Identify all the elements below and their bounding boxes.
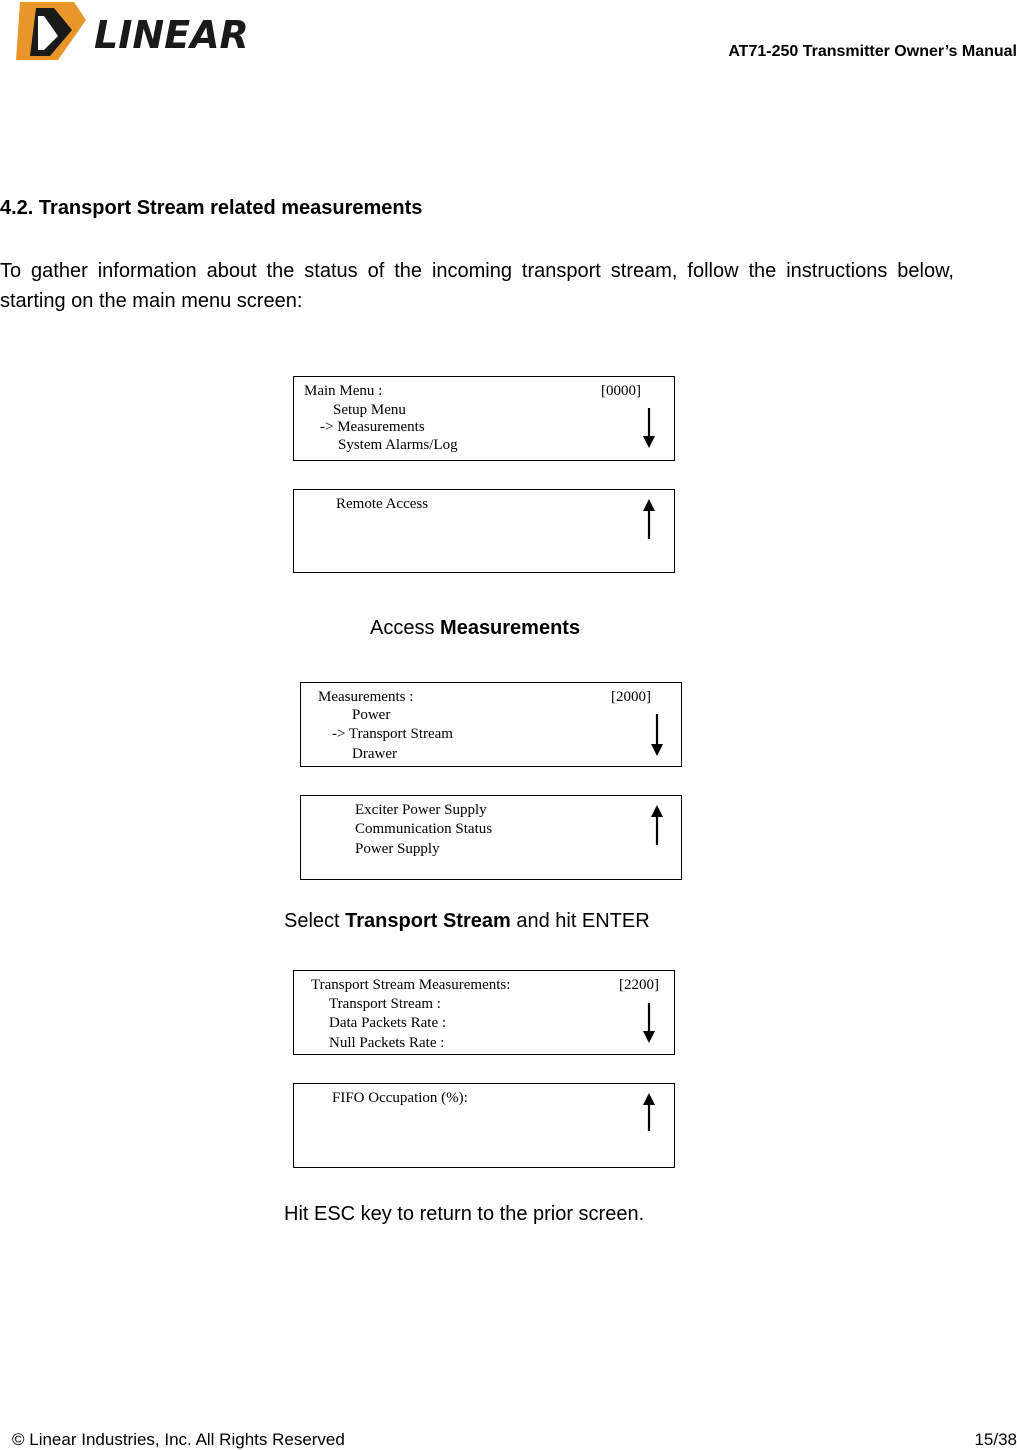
linear-logo [14, 0, 249, 62]
arrow-down-icon [642, 1002, 656, 1044]
caption-access-measurements [370, 617, 580, 640]
menu-item-measurements: -> Measurements [320, 419, 425, 435]
menu-item-power-supply: Power Supply [355, 841, 440, 857]
footer-copyright: © Linear Industries, Inc. All Rights Reserved [12, 1430, 345, 1449]
caption-emphasis: Transport Stream [345, 910, 511, 932]
screen-code: [2000] [611, 689, 651, 705]
ts-field-fifo-occupation: FIFO Occupation (%): [332, 1090, 468, 1106]
ts-measurements-screen-next [293, 1083, 675, 1168]
linear-logo-icon [14, 0, 249, 62]
ts-measurements-screen [293, 970, 675, 1055]
caption-text: and hit ENTER [510, 910, 650, 932]
ts-field-transport-stream: Transport Stream : [329, 996, 441, 1012]
measurements-screen-next [300, 795, 682, 880]
intro-paragraph: To gather information about the status of the incoming transport stream, follow the instructions below, starting on the main menu screen: [0, 260, 954, 312]
manual-title: AT71-250 Transmitter Owner’s Manual [728, 43, 1017, 60]
menu-item-alarms: System Alarms/Log [338, 437, 458, 453]
menu-item-transport-stream: -> Transport Stream [332, 726, 453, 742]
caption-select-transport-stream [284, 910, 650, 933]
arrow-down-icon [642, 407, 656, 449]
arrow-up-icon [650, 804, 664, 846]
measurements-screen [300, 682, 682, 767]
caption-text: Access [370, 617, 441, 639]
arrow-up-icon [642, 498, 656, 540]
menu-item-drawer: Drawer [352, 746, 397, 762]
footer-page-number: 15/38 [974, 1430, 1017, 1449]
ts-field-null-packets-rate: Null Packets Rate : [329, 1035, 445, 1051]
main-menu-screen-next [293, 489, 675, 573]
arrow-up-icon [642, 1092, 656, 1132]
caption-emphasis: Measurements [440, 617, 581, 639]
screen-code: [0000] [601, 383, 641, 399]
ts-field-data-packets-rate: Data Packets Rate : [329, 1015, 447, 1031]
screen-title: Main Menu : [304, 383, 383, 399]
caption-esc: Hit ESC key to return to the prior screen. [284, 1203, 645, 1225]
menu-item-communication-status: Communication Status [355, 821, 493, 837]
menu-item-remote-access: Remote Access [336, 496, 429, 512]
menu-item-power: Power [352, 707, 391, 723]
menu-item-exciter-power-supply: Exciter Power Supply [355, 802, 487, 818]
screen-code: [2200] [619, 977, 659, 993]
main-menu-screen [293, 376, 675, 461]
section-heading: 4.2. Transport Stream related measurements [0, 197, 423, 219]
caption-text: Select [284, 910, 346, 932]
menu-item-setup: Setup Menu [333, 402, 406, 418]
arrow-down-icon [650, 713, 664, 757]
logo-wordmark: LINEAR [94, 13, 249, 57]
screen-title: Transport Stream Measurements: [311, 977, 511, 993]
screen-title: Measurements : [318, 689, 414, 705]
